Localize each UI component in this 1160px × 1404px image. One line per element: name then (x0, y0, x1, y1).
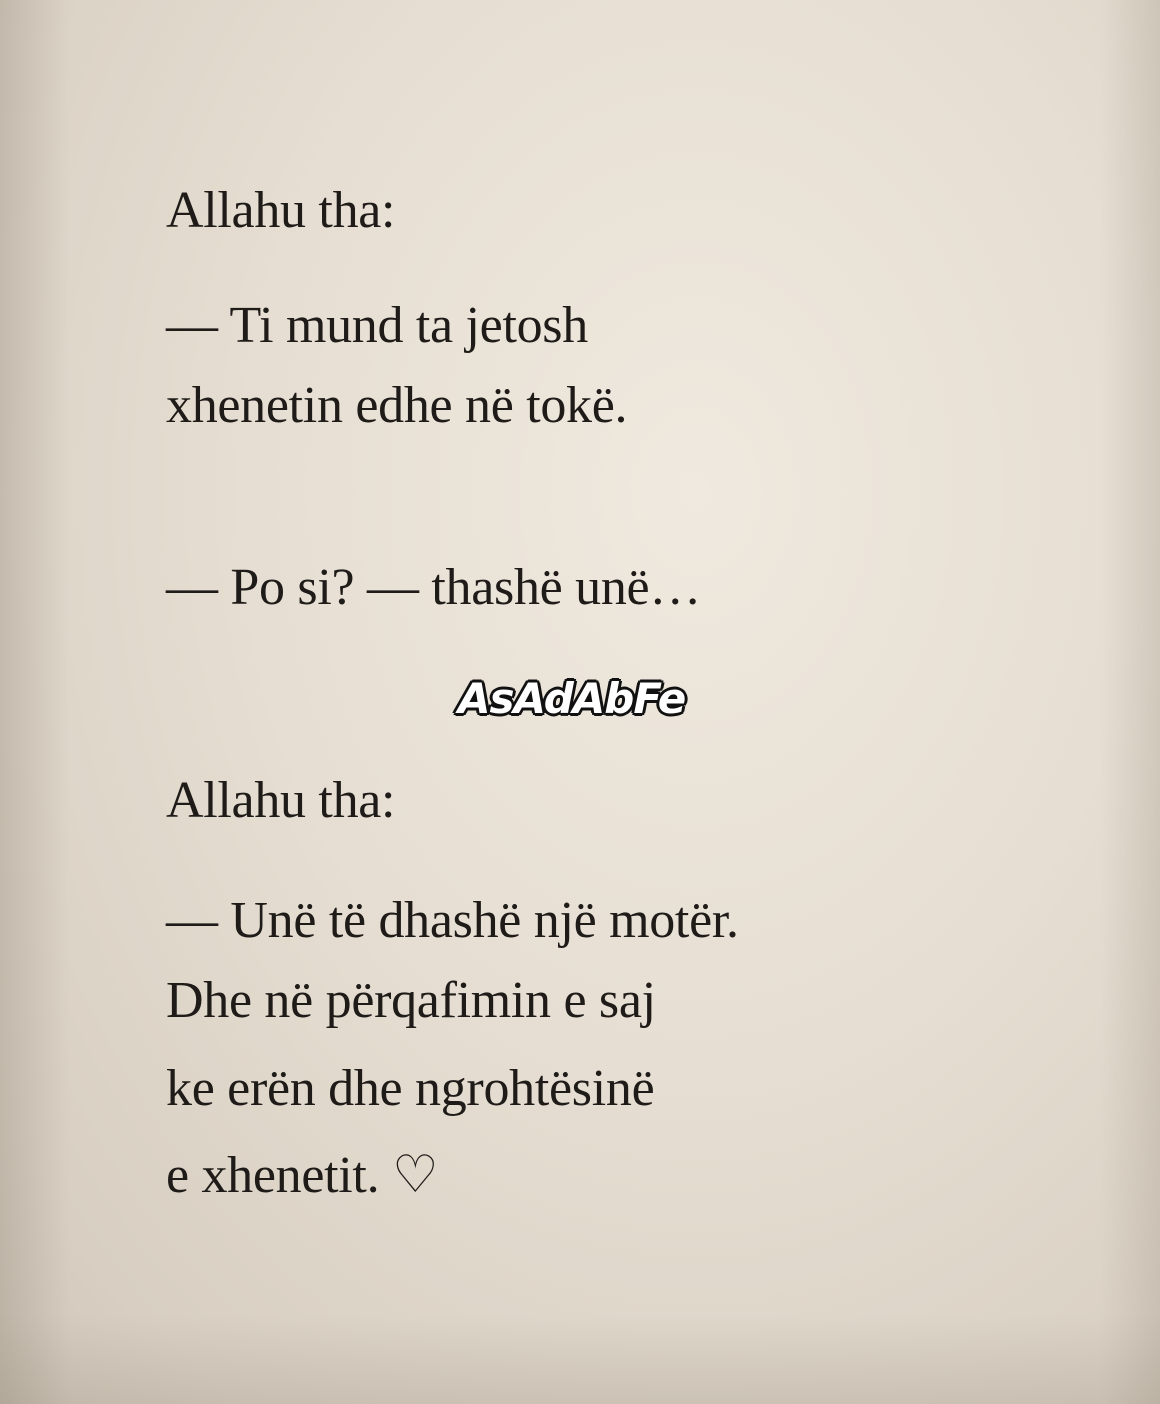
text-line-3: — Po si? — thashë unë… (166, 559, 702, 616)
page-shadow-right (1100, 0, 1160, 1404)
page-shadow-left (0, 0, 70, 1404)
text-line-5: Dhe në përqafimin e saj (166, 972, 656, 1029)
heading-allahu-tha-1: Allahu tha: (166, 182, 396, 239)
heading-allahu-tha-2: Allahu tha: (166, 772, 396, 829)
text-line-6: ke erën dhe ngrohtësinë (166, 1060, 655, 1117)
text-line-7: e xhenetit. ♡ (166, 1147, 439, 1204)
watermark: AsAdAbFe (458, 674, 686, 723)
text-line-1: — Ti mund ta jetosh (166, 297, 588, 354)
text-line-4: — Unë të dhashë një motër. (166, 892, 739, 949)
page-shadow-bottom (0, 1314, 1160, 1404)
text-line-2: xhenetin edhe në tokë. (166, 377, 628, 434)
